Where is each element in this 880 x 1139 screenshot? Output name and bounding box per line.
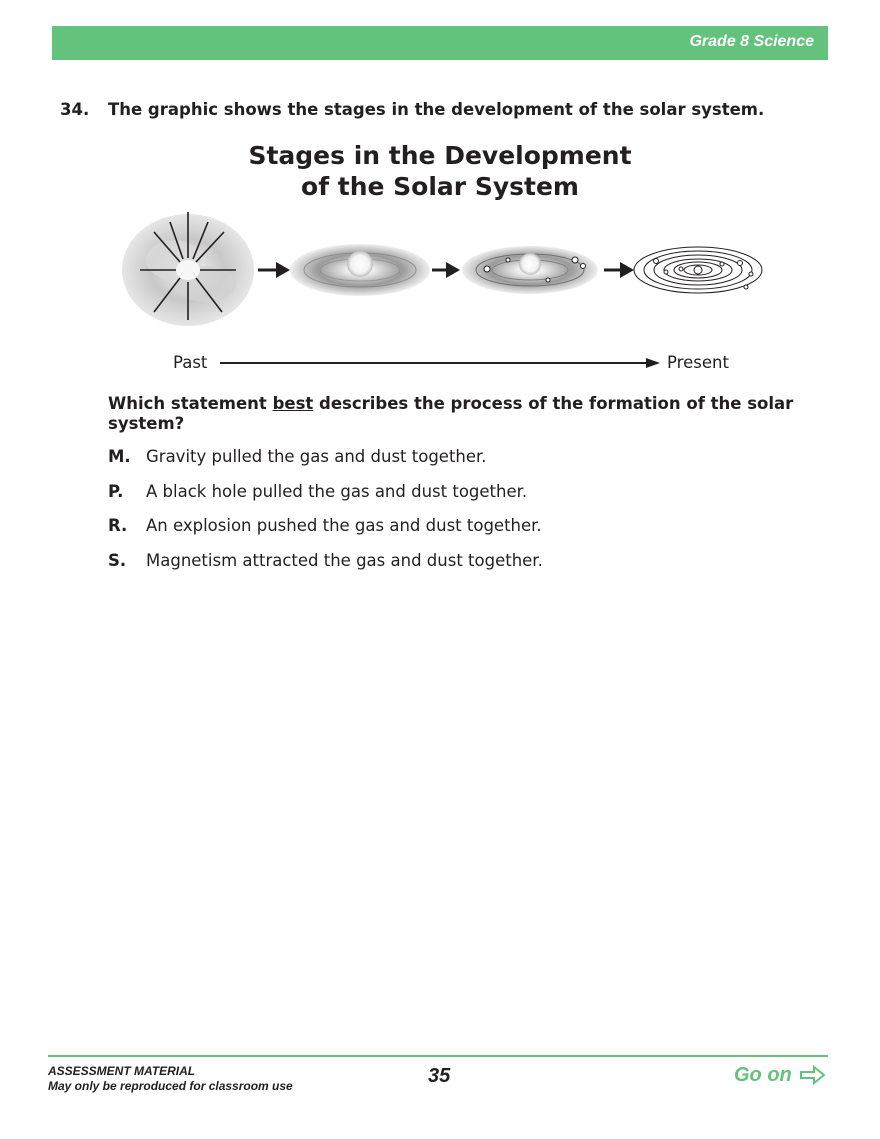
choice-text: A black hole pulled the gas and dust together. xyxy=(146,482,528,501)
choice-letter: R. xyxy=(108,516,128,535)
solar-system-stages-diagram xyxy=(110,208,780,368)
footer-notice xyxy=(48,1064,293,1094)
arrow-right-icon xyxy=(258,262,290,278)
timeline-label-past: Past xyxy=(173,353,208,372)
prompt-emphasis: best xyxy=(272,394,314,413)
footer-divider xyxy=(48,1055,828,1057)
choice-letter: P. xyxy=(108,482,124,501)
forming-planets-stage-3 xyxy=(462,246,598,294)
choice-letter: S. xyxy=(108,551,127,570)
nebula-cloud-stage-1 xyxy=(122,212,254,326)
page-number: 35 xyxy=(428,1065,451,1087)
choice-text: An explosion pushed the gas and dust together. xyxy=(146,516,542,535)
choice-text: Gravity pulled the gas and dust together. xyxy=(146,447,487,466)
timeline-label-present: Present xyxy=(667,353,729,372)
go-on-label[interactable]: Go on xyxy=(734,1064,792,1086)
figure-title xyxy=(160,140,720,202)
timeline-arrow xyxy=(220,358,660,368)
figure-title-line-2: of the Solar System xyxy=(301,172,579,201)
question-number: 34. xyxy=(60,100,90,119)
protoplanetary-disk-stage-2 xyxy=(290,244,430,296)
solar-system-orbits-stage-4 xyxy=(634,247,762,293)
figure-title-line-1: Stages in the Development xyxy=(248,141,632,170)
footer-notice-line-2: May only be reproduced for classroom use xyxy=(48,1079,293,1093)
choice-text: Magnetism attracted the gas and dust together. xyxy=(146,551,543,570)
footer-notice-line-1: ASSESSMENT MATERIAL xyxy=(48,1064,196,1078)
prompt-text-after: describes the process of the formation of the solar system? xyxy=(108,394,794,433)
go-on-arrow-icon[interactable] xyxy=(800,1065,826,1085)
arrow-right-icon xyxy=(432,262,460,278)
prompt-text-before: Which statement xyxy=(108,394,273,413)
choice-letter: M. xyxy=(108,447,131,466)
arrow-right-icon xyxy=(604,262,634,278)
header-bar xyxy=(52,26,828,60)
question-prompt xyxy=(108,394,828,434)
header-title: Grade 8 Science xyxy=(689,33,814,50)
question-stem: The graphic shows the stages in the development of the solar system. xyxy=(108,100,765,119)
